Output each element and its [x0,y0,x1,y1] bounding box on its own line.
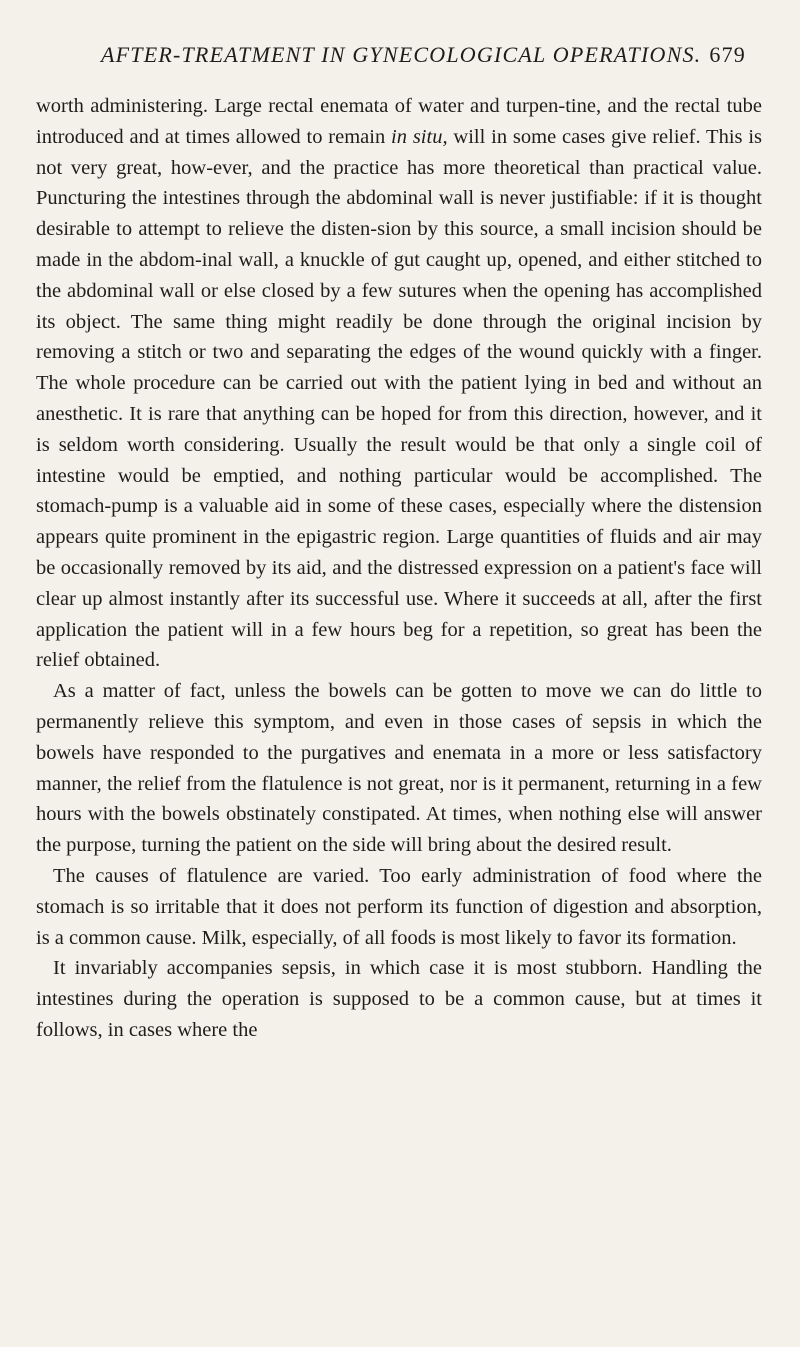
paragraph-1-text-after-italic: will in some cases give relief. This is not very great, how-ever, and the practice has more theoretical than practical value. Puncturing the intestines through the abdominal wall is never justifiable: if it is thought desirable to attempt to relieve the disten-sion by this source, a small incision should be made in the abdom-inal wall, a knuckle of gut caught up, opened, and either stitched to the abdominal wall or else closed by a few sutures when the opening has accomplished its object. The same thing might readily be done through the original incision by removing a stitch or two and separating the edges of the wound quickly with a finger. The whole procedure can be carried out with the patient lying in bed and without an anesthetic. It is rare that anything can be hoped for from this direction, however, and it is seldom worth considering. Usually the result would be that only a single coil of intestine would be emptied, and nothing particular would be accomplished. The stomach-pump is a valuable aid in some of these cases, especially where the distension appears quite prominent in the epigastric region. Large quantities of fluids and air may be occasionally removed by its aid, and the distressed expression on a patient's face will clear up almost instantly after its successful use. Where it succeeds at all, after the first application the patient will in a few hours beg for a repetition, so great has been the relief obtained. [36,125,762,672]
paragraph-4: It invariably accompanies sepsis, in which case it is most stubborn. Handling the intestines during the operation is supposed to be a common cause, but at times it follows, in cases where the [36,957,762,1041]
page-number: 679 [709,42,746,67]
running-head [36,42,764,80]
body-text [36,91,762,1046]
running-title: AFTER-TREATMENT IN GYNECOLOGICAL OPERATIONS. [100,42,702,67]
paragraph-3: The causes of flatulence are varied. Too early administration of food where the stomach is so irritable that it does not perform its function of digestion and absorption, is a common cause. Milk, especially, of all foods is most likely to favor its formation. [36,864,762,949]
paragraph-1 [36,91,762,676]
paragraph-1-italic-text: in situ, [391,125,448,148]
paragraph-1-text-before-italic: worth administering. Large rectal enemata of water and turpen-tine, and the rectal tube introduced and at times allowed to remain [36,95,762,148]
paragraph-2: As a matter of fact, unless the bowels can be gotten to move we can do little to permanently relieve this symptom, and even in those cases of sepsis in which the bowels have responded to the purgatives and enemata in a more or less satisfactory manner, the relief from the flatulence is not great, nor is it permanent, returning in a few hours with the bowels obstinately constipated. At times, when nothing else will answer the purpose, turning the patient on the side will bring about the desired result. [36,680,762,857]
